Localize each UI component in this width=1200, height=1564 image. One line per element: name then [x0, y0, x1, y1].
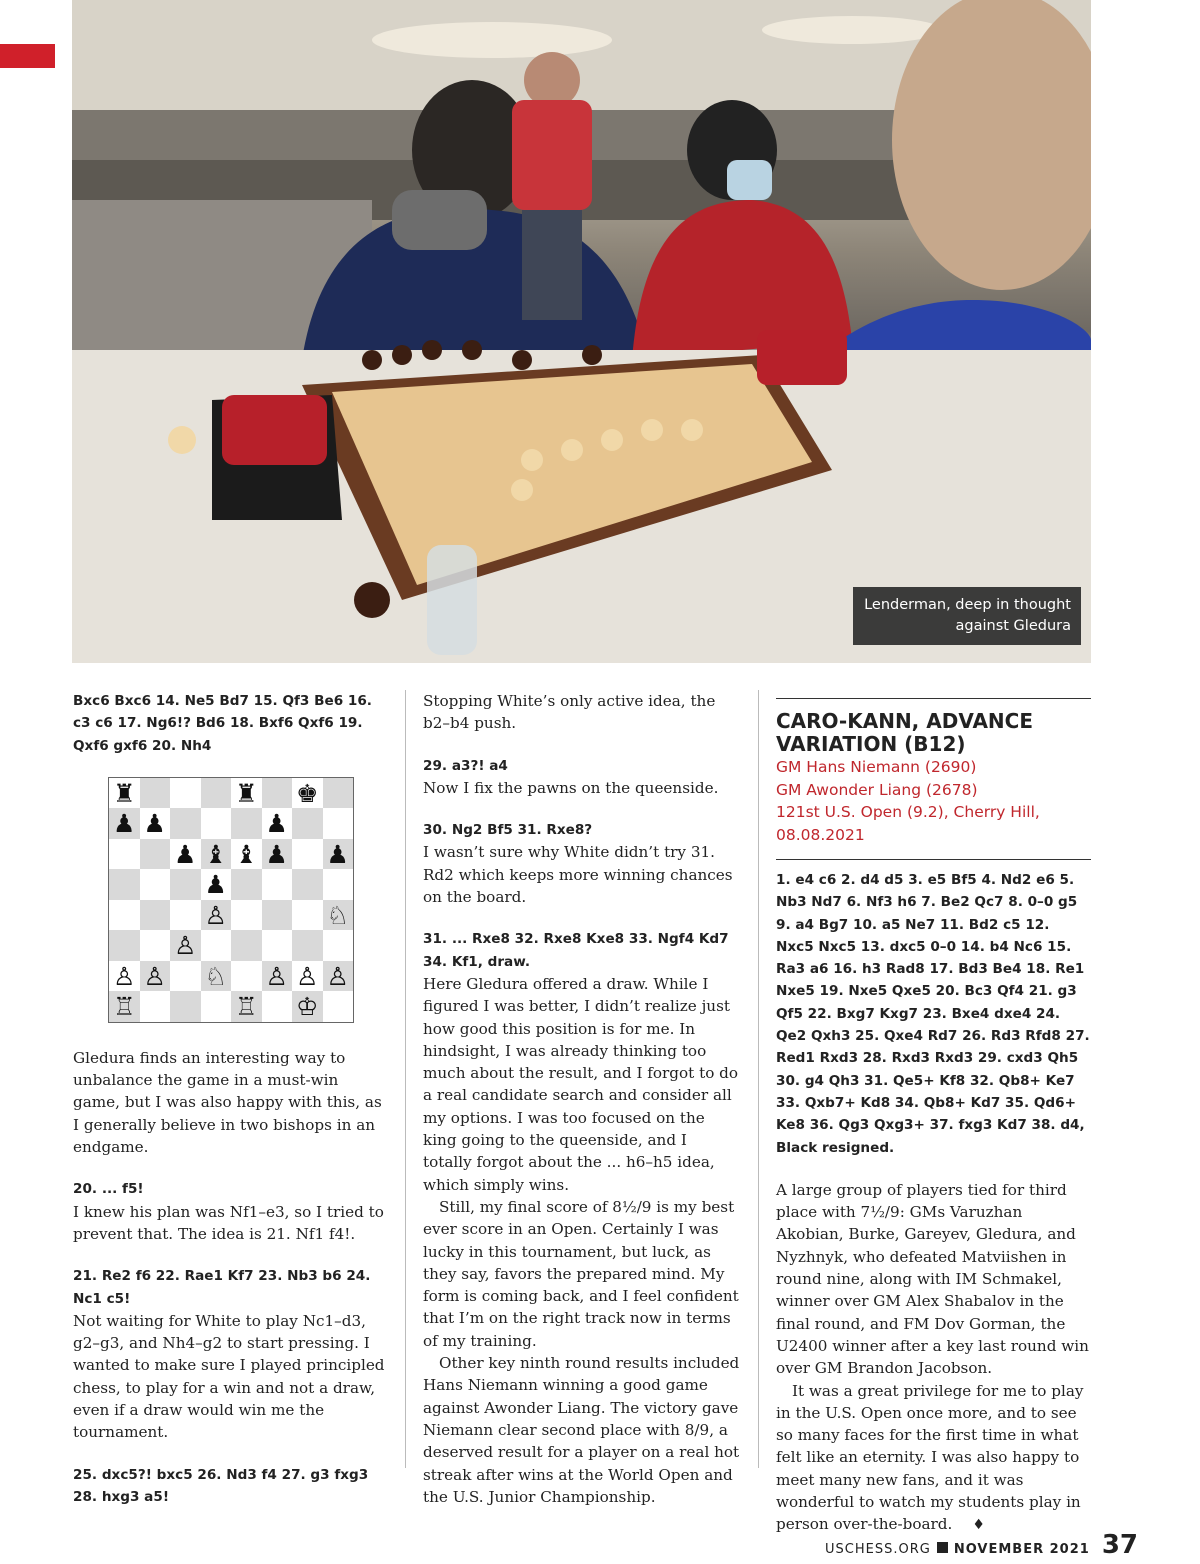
header-rule [776, 859, 1091, 860]
section-color-tab [0, 44, 55, 68]
chess-piece-square: ♙ [292, 961, 323, 992]
chess-square [262, 869, 293, 900]
chess-square [109, 869, 140, 900]
paragraph: Now I fix the pawns on the queenside. [423, 778, 719, 797]
chess-piece-square: ♟ [323, 839, 354, 870]
chess-square [231, 808, 262, 839]
chess-piece-square: ♜ [231, 778, 262, 809]
paragraph: A large group of players tied for third place with 7½/9: GMs Varuzhan Akobian, Burke, Gareyev, Gledura, and Nyzhnyk, who defeated Matviishen in round nine, along with IM Schmakel, winner over GM Alex Shabalov in the final round, and FM Dov Gorman, the U2400 winner after a key last round win over GM Brandon Jacobson. [776, 1180, 1089, 1378]
chess-square [140, 930, 171, 961]
chess-square [262, 991, 293, 1022]
chess-piece-square: ♘ [323, 900, 354, 931]
closing-paragraph [776, 1380, 1091, 1537]
chess-square [201, 930, 232, 961]
chess-piece-square: ♟ [262, 839, 293, 870]
chess-piece-square: ♙ [323, 961, 354, 992]
chess-piece-square: ♘ [201, 961, 232, 992]
chess-square [323, 778, 354, 809]
chess-piece-square: ♝ [201, 839, 232, 870]
chess-piece-square: ♟ [201, 869, 232, 900]
photo-caption: Lenderman, deep in thought against Gledura [853, 587, 1081, 645]
tournament-photo [72, 0, 1091, 663]
white-player: GM Hans Niemann (2690) [776, 758, 977, 776]
chess-square [292, 869, 323, 900]
chess-piece-square: ♙ [262, 961, 293, 992]
game-moves: 1. e4 c6 2. d4 d5 3. e5 Bf5 4. Nd2 e6 5. Nb3 Nd7 6. Nf3 h6 7. Be2 Qc7 8. 0–0 g5 9. a4 Bg7 10. a5 Ne7 11. Bd2 c5 12. Nxc5 Nxc5 13. dxc5 0–0 14. b4 Nc6 15. Ra3 a6 16. h3 Rad8 17. Bd3 Be4 18. Re1 Nxe5 19. Nxe5 Qxe5 20. Bc3 Qf4 21. g3 Qf5 22. Bxg7 Kxg7 23. Bxe4 dxe4 24. Qe2 Qxh3 25. Qxe4 Rd7 26. Rd3 Rfd8 27. Red1 Rxd3 28. Rxd3 Rxd3 29. cxd3 Qh5 30. g4 Qh3 31. Qe5+ Kf8 32. Qb8+ Ke7 33. Qxb7+ Kd8 34. Qb8+ Kd7 35. Qd6+ Ke8 36. Qg3 Qxg3+ 37. fxg3 Kd7 38. d4, Black resigned. [776, 872, 1090, 1156]
chess-square [231, 930, 262, 961]
chess-square [292, 839, 323, 870]
game-moves: 30. Ng2 Bf5 31. Rxe8? [423, 822, 593, 839]
column-divider [758, 690, 759, 1468]
page-footer [825, 1530, 1138, 1560]
article-column-3 [776, 698, 1091, 1537]
game-moves: Bxc6 Bxc6 14. Ne5 Bd7 15. Qf3 Be6 16. c3 c6 17. Ng6!? Bd6 18. Bxf6 Qxf6 19. Qxf6 gxf6 20. Nh4 [73, 693, 372, 754]
footer-issue-date: NOVEMBER 2021 [953, 1542, 1090, 1557]
paragraph: Gledura finds an interesting way to unbalance the game in a must-win game, but I was also happy with this, as I generally believe in two bishops in an endgame. [73, 1048, 382, 1157]
chess-square [323, 930, 354, 961]
chess-square [170, 808, 201, 839]
chess-square [170, 961, 201, 992]
chess-square [201, 778, 232, 809]
chess-square [323, 991, 354, 1022]
paragraph: Still, my final score of 8½/9 is my best ever score in an Open. Certainly I was lucky in this tournament, but luck, as they say, favors the prepared mind. My form is coming back, and I feel confident that I’m on the right track now in terms of my training. [423, 1197, 739, 1350]
game-moves: 20. ... f5! [73, 1181, 144, 1198]
footer-site: USCHESS.ORG [825, 1542, 931, 1557]
chess-square [140, 778, 171, 809]
chess-square [231, 961, 262, 992]
chess-square [292, 808, 323, 839]
chess-square [201, 991, 232, 1022]
square-separator-icon [937, 1542, 948, 1553]
chess-square [262, 900, 293, 931]
game-moves: 29. a3?! a4 [423, 757, 508, 774]
chess-diagram [108, 777, 354, 1023]
chess-square [109, 930, 140, 961]
chess-square [323, 808, 354, 839]
chess-square [170, 778, 201, 809]
chess-piece-square: ♟ [140, 808, 171, 839]
chess-piece-square: ♖ [109, 991, 140, 1022]
event-info: 121st U.S. Open (9.2), Cherry Hill, 08.08.2021 [776, 803, 1040, 844]
chess-piece-square: ♝ [231, 839, 262, 870]
chess-square [201, 808, 232, 839]
end-mark-icon: ♦ [972, 1517, 985, 1534]
paragraph-text: It was a great privilege for me to play in the U.S. Open once more, and to see so many faces for the first time in what felt like an eternity. I was also happy to meet many new fans, and it was wonderful to watch my students play in person over-the-board. [776, 1381, 1084, 1534]
chess-square [292, 900, 323, 931]
game-moves: 31. ... Rxe8 32. Rxe8 Kxe8 33. Ngf4 Kd7 34. Kf1, draw. [423, 931, 729, 970]
chess-piece-square: ♙ [201, 900, 232, 931]
paragraph: Here Gledura offered a draw. While I figured I was better, I didn’t realize just how good this position is for me. In hindsight, I was already thinking too much about the result, and I forgot to do a real candidate search and consider all my options. I was too focused on the king going to the queenside, and I totally forgot about the ... h6–h5 idea, which simply wins. [423, 974, 739, 1194]
article-column-2 [423, 690, 740, 1508]
chess-square [170, 991, 201, 1022]
chess-square [262, 778, 293, 809]
paragraph: Not waiting for White to play Nc1–d3, g2–g3, and Nh4–g2 to start pressing. I wanted to make sure I played principled chess, to play for a win and not a draw, even if a draw would win me the tournament. [73, 1311, 385, 1442]
chess-square [140, 839, 171, 870]
chess-piece-square: ♟ [262, 808, 293, 839]
game-moves: 21. Re2 f6 22. Rae1 Kf7 23. Nb3 b6 24. Nc1 c5! [73, 1268, 371, 1307]
chess-square [231, 869, 262, 900]
chess-piece-square: ♚ [292, 778, 323, 809]
column-divider [405, 690, 406, 1468]
chess-square [140, 991, 171, 1022]
chess-square [323, 869, 354, 900]
paragraph: I knew his plan was Nf1–e3, so I tried to prevent that. The idea is 21. Nf1 f4!. [73, 1202, 384, 1243]
chess-piece-square: ♙ [170, 930, 201, 961]
page-number: 37 [1101, 1530, 1138, 1560]
chess-square [109, 900, 140, 931]
chess-piece-square: ♙ [140, 961, 171, 992]
chess-piece-square: ♜ [109, 778, 140, 809]
chess-square [140, 869, 171, 900]
chess-piece-square: ♙ [109, 961, 140, 992]
chess-square [170, 900, 201, 931]
chess-square [140, 900, 171, 931]
chess-piece-square: ♖ [231, 991, 262, 1022]
chess-piece-square: ♟ [170, 839, 201, 870]
black-player: GM Awonder Liang (2678) [776, 780, 978, 799]
chess-square [292, 930, 323, 961]
chess-square [262, 930, 293, 961]
photo-illustration [72, 0, 1091, 663]
paragraph: I wasn’t sure why White didn’t try 31. Rd2 which keeps more winning chances on the board. [423, 843, 733, 907]
paragraph: Other key ninth round results included Hans Niemann winning a good game against Awonder Liang. The victory gave Niemann clear second place with 8/9, a deserved result for a player on a real hot streak after wins at the World Open and the U.S. Junior Championship. [423, 1354, 740, 1506]
article-column-1 [73, 690, 390, 1508]
opening-title: CARO-KANN, ADVANCE VARIATION (B12) [776, 709, 1034, 756]
chess-piece-square: ♟ [109, 808, 140, 839]
chess-square [170, 869, 201, 900]
chess-piece-square: ♔ [292, 991, 323, 1022]
game-header [776, 698, 1091, 846]
chess-square [109, 839, 140, 870]
game-moves: 25. dxc5?! bxc5 26. Nd3 f4 27. g3 fxg3 28. hxg3 a5! [73, 1466, 369, 1505]
chess-square [231, 900, 262, 931]
paragraph: Stopping White’s only active idea, the b2–b4 push. [423, 692, 716, 733]
